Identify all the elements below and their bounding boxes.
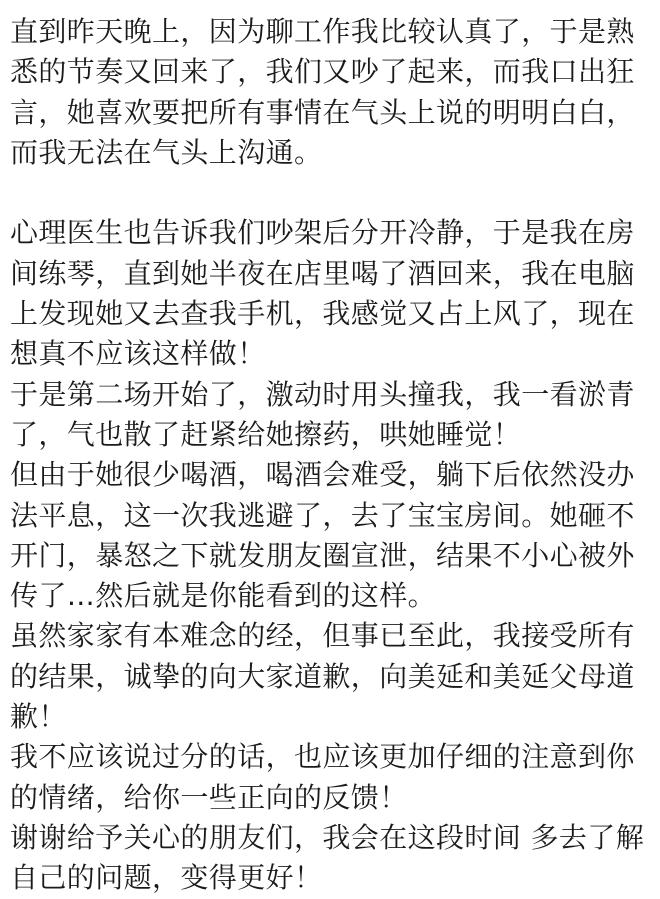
text-line: 而我无法在气头上沟通。 [10,135,323,169]
text-line: 心理医生也告诉我们吵架后分开冷静，于是我在房 [10,216,635,250]
text-line: 于是第二场开始了，激动时用头撞我，我一看淤青 [10,377,635,411]
text-line: 间练琴，直到她半夜在店里喝了酒回来，我在电脑 [10,256,635,290]
paragraph-2 [10,213,660,374]
text-line: 开门，暴怒之下就发朋友圈宣泄，结果不小心被外 [10,538,635,572]
text-line: 悉的节奏又回来了，我们又吵了起来，而我口出狂 [10,55,635,89]
text-line: 自己的问题，变得更好！ [10,861,323,895]
text-line: 传了…然后就是你能看到的这样。 [10,579,437,613]
paragraph-6 [10,737,660,818]
text-line: 的结果，诚挚的向大家道歉，向美延和美延父母道 [10,659,635,693]
text-line: 了，气也散了赶紧给她擦药，哄她睡觉！ [10,417,522,451]
paragraph-7 [10,818,660,899]
text-line: 我不应该说过分的话，也应该更加仔细的注意到你 [10,740,635,774]
text-line: 想真不应该这样做！ [10,337,266,371]
text-line: 上发现她又去查我手机，我感觉又占上风了，现在 [10,297,635,331]
text-line: 虽然家家有本难念的经，但事已至此，我接受所有 [10,619,635,653]
post-text [10,0,660,899]
paragraph-5 [10,616,660,737]
text-line: 谢谢给予关心的朋友们，我会在这段时间 多去了解 [10,820,645,854]
text-line: 法平息，这一次我逃避了，去了宝宝房间。她砸不 [10,498,635,532]
text-line: 直到昨天晚上，因为聊工作我比较认真了，于是熟 [10,15,635,48]
paragraph-spacer [10,173,660,213]
paragraph-1 [10,12,660,173]
text-line: 但由于她很少喝酒，喝酒会难受，躺下后依然没办 [10,458,635,492]
paragraph-3 [10,375,660,456]
paragraph-4 [10,455,660,616]
text-line: 言，她喜欢要把所有事情在气头上说的明明白白， [10,95,635,129]
text-line: 的情绪，给你一些正向的反馈！ [10,780,408,814]
text-line: 歉！ [10,700,67,734]
